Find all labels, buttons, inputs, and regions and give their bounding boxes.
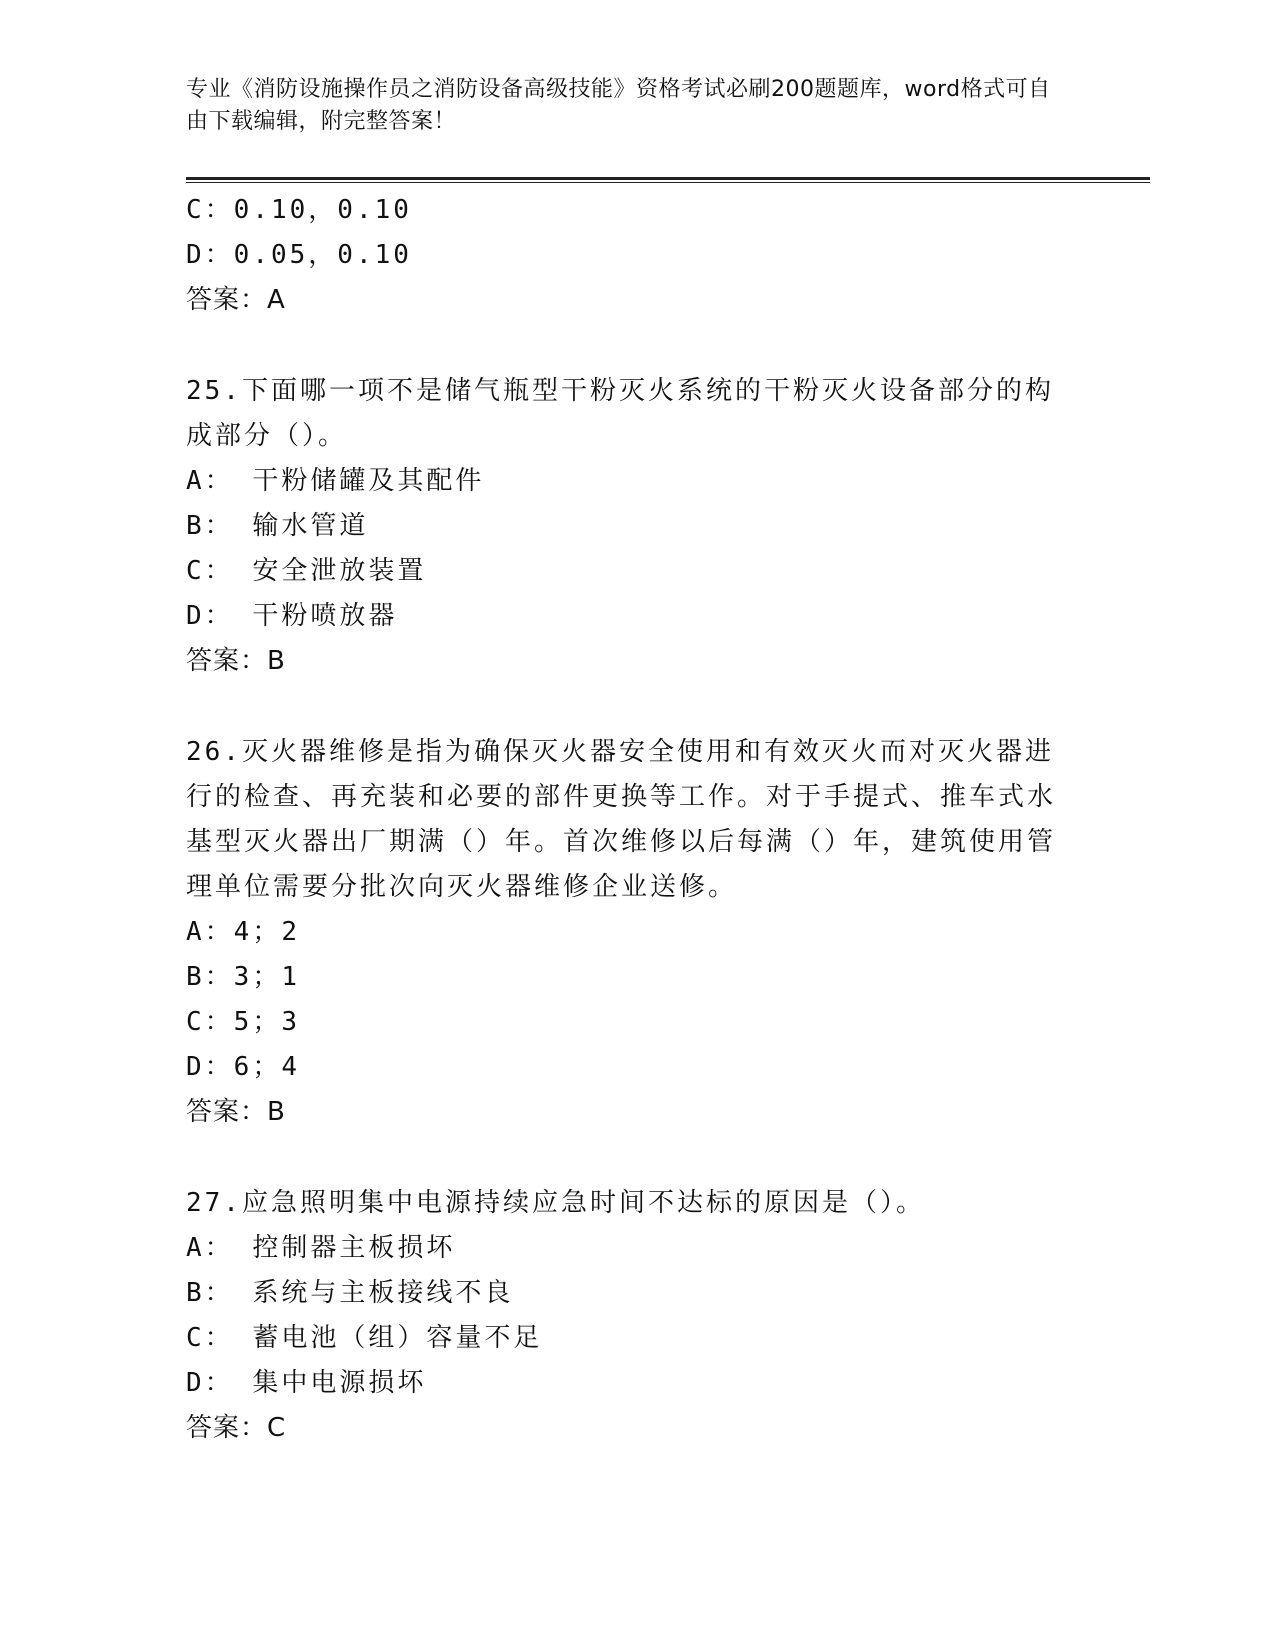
option-text: 控制器主板损坏 [252,1233,456,1263]
question-list [186,188,1086,1451]
question-number: 25. [186,376,242,406]
option-b: B：3；1 [186,962,300,992]
option-text: 4；2 [233,917,300,947]
option-text: 蓄电池（组）容量不足 [252,1323,543,1353]
option-text: 安全泄放装置 [252,556,427,586]
option-text: 5；3 [233,1007,300,1037]
answer-value: C [267,1413,287,1443]
option-label: A [186,466,205,496]
option-b: B： 输水管道 [186,511,369,541]
option-label: B [186,511,205,541]
question-text: 应急照明集中电源持续应急时间不达标的原因是（）。 [241,1188,925,1218]
page-header: 专业《消防设施操作员之消防设备高级技能》资格考试必刷200题题库，word格式可自由下载编辑，附完整答案！ [186,77,1051,134]
answer-line [186,639,1086,684]
option-c: C： 蓄电池（组）容量不足 [186,1323,543,1353]
option-d: D：6；4 [186,1052,300,1082]
answer-label: 答案： [186,1097,268,1127]
option-c: C：0.10，0.10 [186,195,412,225]
option-label: A [186,1233,205,1263]
option-a: A：4；2 [186,917,300,947]
question-text: 下面哪一项不是储气瓶型干粉灭火系统的干粉灭火设备部分的构成部分（）。 [186,376,1054,451]
question-number: 26. [186,737,242,767]
question-25 [186,369,1086,684]
answer-value: A [267,285,286,315]
option-a: A： 干粉储罐及其配件 [186,466,485,496]
option-label: D [186,240,205,270]
question-text: 灭火器维修是指为确保灭火器安全使用和有效灭火而对灭火器进行的检查、再充装和必要的部件更换等工作。对于手提式、推车式水基型灭火器出厂期满（）年。首次维修以后每满（）年，建筑使用管理单位需要分批次向灭火器维修企业送修。 [186,737,1057,902]
option-label: B [186,962,205,992]
option-d: D：0.05，0.10 [186,240,412,270]
option-text: 干粉储罐及其配件 [252,466,485,496]
answer-value: B [267,1097,286,1127]
answer-label: 答案： [186,285,268,315]
answer-line [186,278,1086,323]
option-text: 0.05，0.10 [233,240,412,270]
option-text: 集中电源损坏 [252,1368,427,1398]
option-text: 3；1 [233,962,300,992]
option-label: D [186,601,205,631]
option-text: 干粉喷放器 [252,601,398,631]
option-text: 输水管道 [252,511,369,541]
option-label: C [186,195,205,225]
header-divider-thin [186,182,1150,183]
option-b: B： 系统与主板接线不良 [186,1278,514,1308]
question-stem [186,369,1066,459]
option-c: C： 安全泄放装置 [186,556,427,586]
question-stem [186,1181,1066,1226]
answer-line [186,1090,1086,1135]
question-fragment [186,188,1086,323]
question-26 [186,730,1086,1135]
option-label: B [186,1278,205,1308]
option-c: C：5；3 [186,1007,300,1037]
question-27 [186,1181,1086,1451]
option-text: 系统与主板接线不良 [252,1278,514,1308]
answer-line [186,1406,1086,1451]
option-text: 6；4 [233,1052,300,1082]
header-divider-thick [186,177,1150,180]
option-label: D [186,1368,205,1398]
option-label: C [186,1007,205,1037]
answer-value: B [267,646,286,676]
answer-label: 答案： [186,646,268,676]
option-label: D [186,1052,205,1082]
option-label: C [186,556,205,586]
question-stem [186,730,1066,910]
option-d: D： 干粉喷放器 [186,601,398,631]
option-label: C [186,1323,205,1353]
answer-label: 答案： [186,1413,268,1443]
option-d: D： 集中电源损坏 [186,1368,427,1398]
option-label: A [186,917,205,947]
option-text: 0.10，0.10 [233,195,412,225]
question-number: 27. [186,1188,242,1218]
option-a: A： 控制器主板损坏 [186,1233,456,1263]
